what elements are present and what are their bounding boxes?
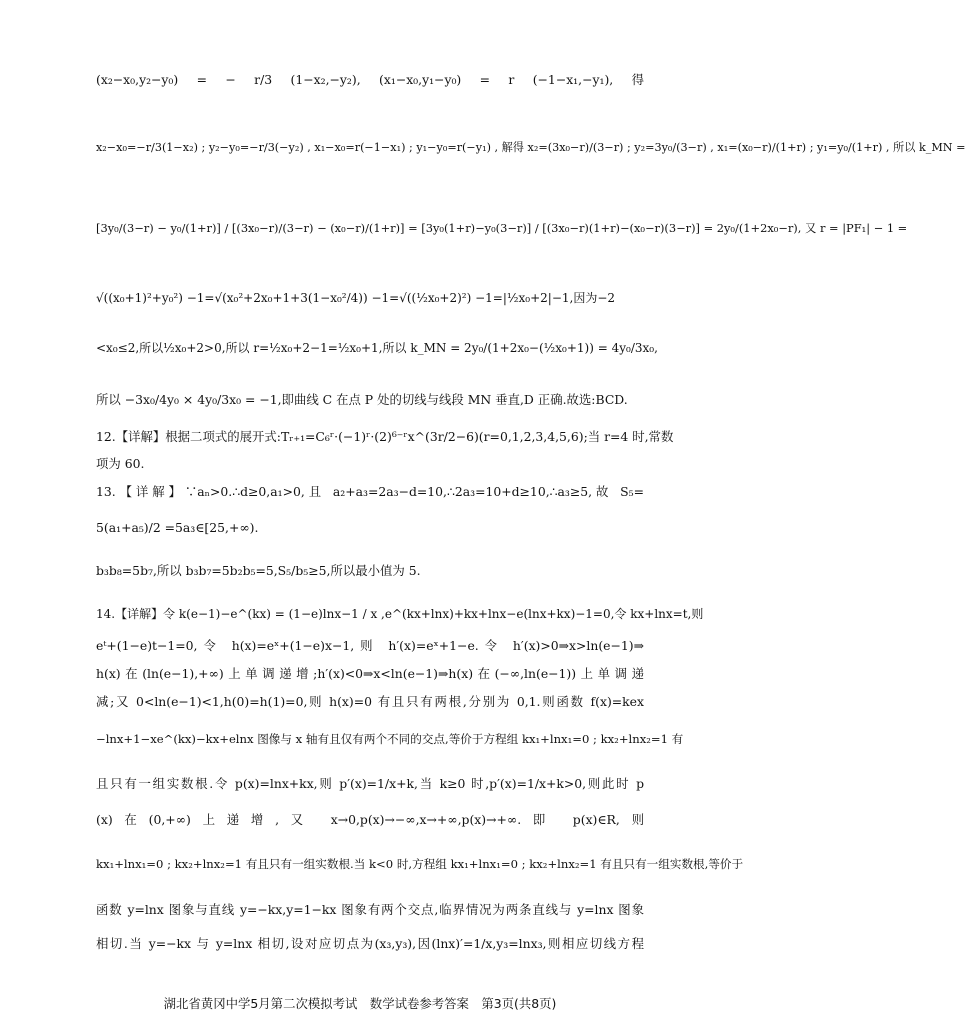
page-footer: 湖北省黄冈中学5月第二次模拟考试 数学试卷参考答案 第3页(共8页): [163, 996, 557, 1011]
problem-13-line: b₃b₈=5b₇,所以 b₃b₇=5b₂b₅=5,S₅/b₅≥5,所以最小值为 5.: [96, 563, 421, 578]
text-line: √((x₀+1)²+y₀²) −1=√(x₀²+2x₀+1+3(1−x₀²/4)) −1=√((½x₀+2)²) −1=|½x₀+2|−1,因为−2: [96, 291, 616, 305]
problem-14-line: 14.【详解】令 k(e−1)−e^(kx) = (1−e)lnx−1 / x ,e^(kx+lnx)+kx+lnx−e(lnx+kx)−1=0,令 kx+lnx=t,则: [96, 607, 704, 621]
problem-14-line: eᵗ+(1−e)t−1=0,令 h(x)=eˣ+(1−e)x−1,则 h′(x)=eˣ+1−e.令 h′(x)>0⇒x>ln(e−1)⇒: [96, 638, 644, 653]
problem-14-line: h(x)在(ln(e−1),+∞)上单调递增;h′(x)<0⇒x<ln(e−1)⇒h(x)在(−∞,ln(e−1))上单调递: [96, 666, 644, 681]
problem-14-line: 减;又 0<ln(e−1)<1,h(0)=h(1)=0,则 h(x)=0 有且只有两根,分别为 0,1.则函数 f(x)=kex: [96, 694, 644, 709]
problem-14-line: 且只有一组实数根.令 p(x)=lnx+kx,则 p′(x)=1/x+k,当 k≥0 时,p′(x)=1/x+k>0,则此时 p: [96, 776, 644, 791]
text-line: <x₀≤2,所以½x₀+2>0,所以 r=½x₀+2−1=½x₀+1,所以 k_MN = 2y₀/(1+2x₀−(½x₀+1)) = 4y₀/3x₀,: [96, 341, 658, 355]
problem-12-line: 12.【详解】根据二项式的展开式:Tᵣ₊₁=C₆ʳ·(−1)ʳ·(2)⁶⁻ʳx^(3r/2−6)(r=0,1,2,3,4,5,6);当 r=4 时,常数: [96, 429, 674, 444]
problem-14-line: 相切.当 y=−kx 与 y=lnx 相切,设对应切点为(x₃,y₃),因(lnx)′=1/x,y₃=lnx₃,则相应切线方程: [96, 936, 644, 951]
problem-14-line: 函数 y=lnx 图象与直线 y=−kx,y=1−kx 图象有两个交点,临界情况为两条直线与 y=lnx 图象: [96, 902, 644, 917]
problem-14-line: kx₁+lnx₁=0 ; kx₂+lnx₂=1 有且只有一组实数根.当 k<0 时,方程组 kx₁+lnx₁=0 ; kx₂+lnx₂=1 有且只有一组实数根,等价于: [96, 857, 744, 871]
text-line: x₂−x₀=−r/3(1−x₂) ; y₂−y₀=−r/3(−y₂) , x₁−x₀=r(−1−x₁) ; y₁−y₀=r(−y₁) , 解得 x₂=(3x₀−r)/(3−r) ; y₂=3y₀/(3−r) , x₁=(x₀−r)/(1+r) ; y₁=y₀/(1+r) , 所以 k_MN =: [96, 141, 966, 154]
text-line: (x₂−x₀,y₂−y₀) = − r/3 (1−x₂,−y₂), (x₁−x₀,y₁−y₀) = r (−1−x₁,−y₁), 得: [96, 72, 644, 87]
problem-14-line: −lnx+1−xe^(kx)−kx+elnx 图像与 x 轴有且仅有两个不同的交点,等价于方程组 kx₁+lnx₁=0 ; kx₂+lnx₂=1 有: [96, 732, 684, 746]
text-line: [3y₀/(3−r) − y₀/(1+r)] / [(3x₀−r)/(3−r) − (x₀−r)/(1+r)] = [3y₀(1+r)−y₀(3−r)] / [(3x₀−r)(1+r)−(x₀−r)(3−r)] = 2y₀/(1+2x₀−r), 又 r = |PF₁| − 1 =: [96, 221, 908, 235]
problem-14-line: (x)在(0,+∞)上递增,又 x→0,p(x)→−∞,x→+∞,p(x)→+∞.即 p(x)∈R,则: [96, 812, 644, 827]
text-line: 所以 −3x₀/4y₀ × 4y₀/3x₀ = −1,即曲线 C 在点 P 处的切线与线段 MN 垂直,D 正确.故选:BCD.: [96, 392, 628, 407]
problem-12-line: 项为 60.: [96, 456, 145, 471]
problem-13-line: 5(a₁+a₅)/2 =5a₃∈[25,+∞).: [96, 520, 259, 535]
problem-13-line: 13.【详解】∵aₙ>0.∴d≥0,a₁>0,且 a₂+a₃=2a₃−d=10,∴2a₃=10+d≥10,∴a₃≥5,故 S₅=: [96, 484, 644, 499]
